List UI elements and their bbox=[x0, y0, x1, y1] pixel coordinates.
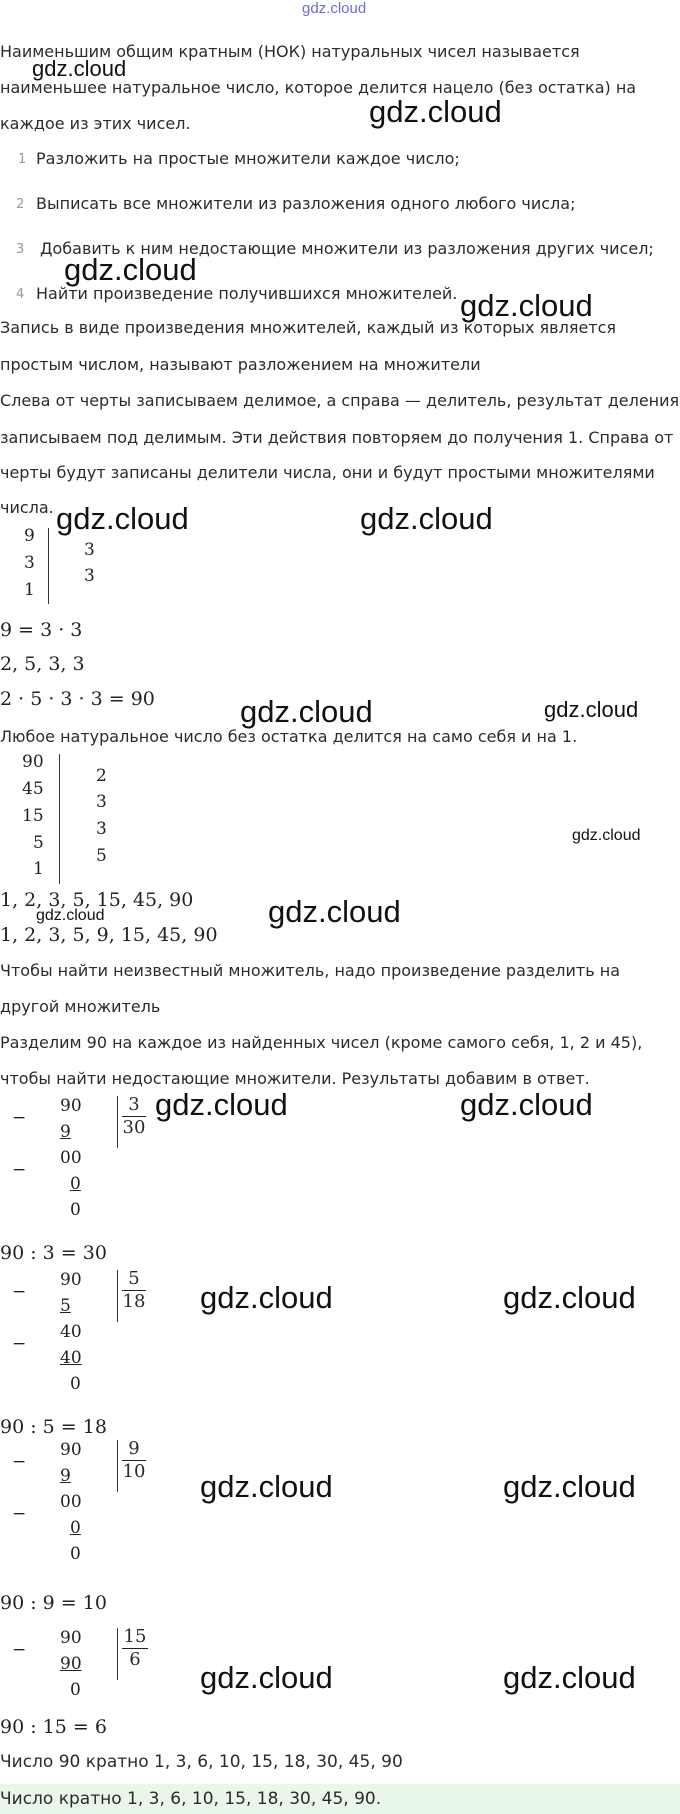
minus-sign: − bbox=[12, 1282, 27, 1302]
site-mark: gdz.cloud bbox=[302, 0, 367, 17]
watermark: gdz.cloud bbox=[460, 288, 593, 323]
division-bar bbox=[48, 528, 49, 604]
divisor-quotient bbox=[122, 1438, 146, 1483]
remainder: 0 bbox=[70, 1680, 81, 1700]
intro-line-2: наименьшее натуральное число, которое делится нацело (без остатка) на bbox=[0, 78, 637, 97]
divisor-list: 1, 2, 3, 5, 9, 15, 45, 90 bbox=[0, 924, 218, 946]
watermark: gdz.cloud bbox=[572, 827, 641, 844]
paragraph-line: Слева от черты записываем делимое, а справа — делитель, результат деления bbox=[0, 391, 680, 410]
watermark: gdz.cloud bbox=[268, 894, 401, 929]
division-result: 90 : 3 = 30 bbox=[0, 1242, 107, 1264]
minus-sign: − bbox=[12, 1160, 27, 1180]
divisor: 3 bbox=[96, 819, 107, 839]
dividend: 90 bbox=[22, 752, 44, 772]
quotient: 18 bbox=[122, 1291, 146, 1312]
minus-sign: − bbox=[12, 1640, 27, 1660]
quotient: 6 bbox=[129, 1649, 141, 1670]
step-text: Выписать все множители из разложения одного любого числа; bbox=[36, 194, 576, 213]
watermark: gdz.cloud bbox=[155, 1087, 288, 1122]
step-number: 2 bbox=[16, 197, 25, 212]
watermark: gdz.cloud bbox=[503, 1280, 636, 1315]
division-bar bbox=[117, 1628, 118, 1680]
divisor: 2 bbox=[96, 766, 107, 786]
divisor-quotient bbox=[122, 1268, 146, 1313]
division-bar bbox=[117, 1096, 118, 1148]
division-result: 90 : 5 = 18 bbox=[0, 1416, 107, 1438]
division-result: 90 : 9 = 10 bbox=[0, 1592, 107, 1614]
dividend: 90 bbox=[60, 1270, 82, 1290]
answer-text: Число кратно 1, 3, 6, 10, 15, 18, 30, 45, 90. bbox=[0, 1789, 382, 1809]
quotient: 10 bbox=[122, 1461, 146, 1482]
divisor-list: 1, 2, 3, 5, 15, 45, 90 bbox=[0, 889, 194, 911]
remainder: 0 bbox=[70, 1200, 81, 1220]
watermark: gdz.cloud bbox=[240, 694, 373, 729]
minus-sign: − bbox=[12, 1108, 27, 1128]
divisor-quotient bbox=[122, 1626, 148, 1671]
step-text: Добавить к ним недостающие множители из разложения других чисел; bbox=[40, 239, 654, 258]
paragraph-line: Разделим 90 на каждое из найденных чисел (кроме самого себя, 1, 2 и 45), bbox=[0, 1033, 643, 1052]
remainder: 00 bbox=[60, 1492, 82, 1512]
division-result: 90 : 15 = 6 bbox=[0, 1716, 107, 1738]
dividend: 90 bbox=[60, 1440, 82, 1460]
watermark: gdz.cloud bbox=[503, 1469, 636, 1504]
watermark: gdz.cloud bbox=[460, 1087, 593, 1122]
subtrahend: 90 bbox=[60, 1654, 82, 1674]
divisor: 5 bbox=[122, 1268, 146, 1291]
watermark: gdz.cloud bbox=[32, 56, 127, 81]
dividend: 1 bbox=[33, 859, 44, 879]
watermark: gdz.cloud bbox=[360, 501, 493, 536]
watermark: gdz.cloud bbox=[56, 501, 189, 536]
dividend: 3 bbox=[24, 553, 35, 573]
step-number: 4 bbox=[16, 287, 25, 302]
watermark: gdz.cloud bbox=[64, 252, 197, 287]
subtrahend: 0 bbox=[70, 1518, 81, 1538]
watermark: gdz.cloud bbox=[503, 1660, 636, 1695]
paragraph-line: простым числом, называют разложением на множители bbox=[0, 355, 481, 374]
subtrahend: 5 bbox=[60, 1296, 71, 1316]
paragraph-line: Чтобы найти неизвестный множитель, надо произведение разделить на bbox=[0, 961, 621, 980]
minus-sign: − bbox=[12, 1334, 27, 1354]
answer-box bbox=[0, 1784, 680, 1814]
divisor: 5 bbox=[96, 846, 107, 866]
step-number: 3 bbox=[16, 242, 25, 257]
dividend: 1 bbox=[24, 580, 35, 600]
watermark: gdz.cloud bbox=[200, 1280, 333, 1315]
subtrahend: 9 bbox=[60, 1466, 71, 1486]
remainder: 00 bbox=[60, 1148, 82, 1168]
watermark: gdz.cloud bbox=[36, 907, 105, 924]
subtrahend: 0 bbox=[70, 1174, 81, 1194]
paragraph-line: записываем под делимым. Эти действия повторяем до получения 1. Справа от bbox=[0, 428, 674, 447]
step-number: 1 bbox=[18, 152, 27, 167]
dividend: 90 bbox=[60, 1628, 82, 1648]
division-bar bbox=[117, 1270, 118, 1322]
dividend: 90 bbox=[60, 1096, 82, 1116]
divisor: 3 bbox=[96, 792, 107, 812]
dividend: 15 bbox=[22, 806, 44, 826]
divisor-quotient bbox=[122, 1094, 146, 1139]
minus-sign: − bbox=[12, 1452, 27, 1472]
watermark: gdz.cloud bbox=[369, 94, 502, 129]
step-text: Найти произведение получившихся множителей. bbox=[36, 284, 458, 303]
paragraph-line: Запись в виде произведения множителей, каждый из которых является bbox=[0, 318, 617, 337]
paragraph-line: Любое натуральное число без остатка делится на само себя и на 1. bbox=[0, 727, 578, 746]
intro-line-1: Наименьшим общим кратным (НОК) натуральных чисел называется bbox=[0, 42, 580, 61]
paragraph-line: чтобы найти недостающие множители. Результаты добавим в ответ. bbox=[0, 1069, 590, 1088]
equation: 2 · 5 · 3 · 3 = 90 bbox=[0, 688, 155, 710]
divisor: 15 bbox=[123, 1626, 147, 1647]
subtrahend: 40 bbox=[60, 1348, 82, 1368]
watermark: gdz.cloud bbox=[544, 697, 639, 722]
divisor: 3 bbox=[84, 566, 95, 586]
watermark: gdz.cloud bbox=[200, 1469, 333, 1504]
remainder: 0 bbox=[70, 1374, 81, 1394]
subtrahend: 9 bbox=[60, 1122, 71, 1142]
dividend: 5 bbox=[33, 833, 44, 853]
intro-line-3: каждое из этих чисел. bbox=[0, 114, 191, 133]
step-text: Разложить на простые множители каждое число; bbox=[36, 149, 460, 168]
equation: 9 = 3 · 3 bbox=[0, 619, 83, 641]
watermark: gdz.cloud bbox=[200, 1660, 333, 1695]
paragraph-line: другой множитель bbox=[0, 997, 161, 1016]
dividend: 45 bbox=[22, 779, 44, 799]
divisor: 3 bbox=[122, 1094, 146, 1117]
factor-list: 2, 5, 3, 3 bbox=[0, 653, 85, 675]
division-bar bbox=[59, 754, 60, 884]
minus-sign: − bbox=[12, 1504, 27, 1524]
multiples-line: Число 90 кратно 1, 3, 6, 10, 15, 18, 30, 45, 90 bbox=[0, 1752, 403, 1772]
dividend: 9 bbox=[24, 526, 35, 546]
divisor: 9 bbox=[122, 1438, 146, 1461]
divisor: 3 bbox=[84, 540, 95, 560]
paragraph-line: черты будут записаны делители числа, они и будут простыми множителями bbox=[0, 463, 655, 482]
remainder: 0 bbox=[70, 1544, 81, 1564]
paragraph-line: числа. bbox=[0, 498, 54, 517]
division-bar bbox=[117, 1440, 118, 1492]
quotient: 30 bbox=[122, 1117, 146, 1138]
remainder: 40 bbox=[60, 1322, 82, 1342]
